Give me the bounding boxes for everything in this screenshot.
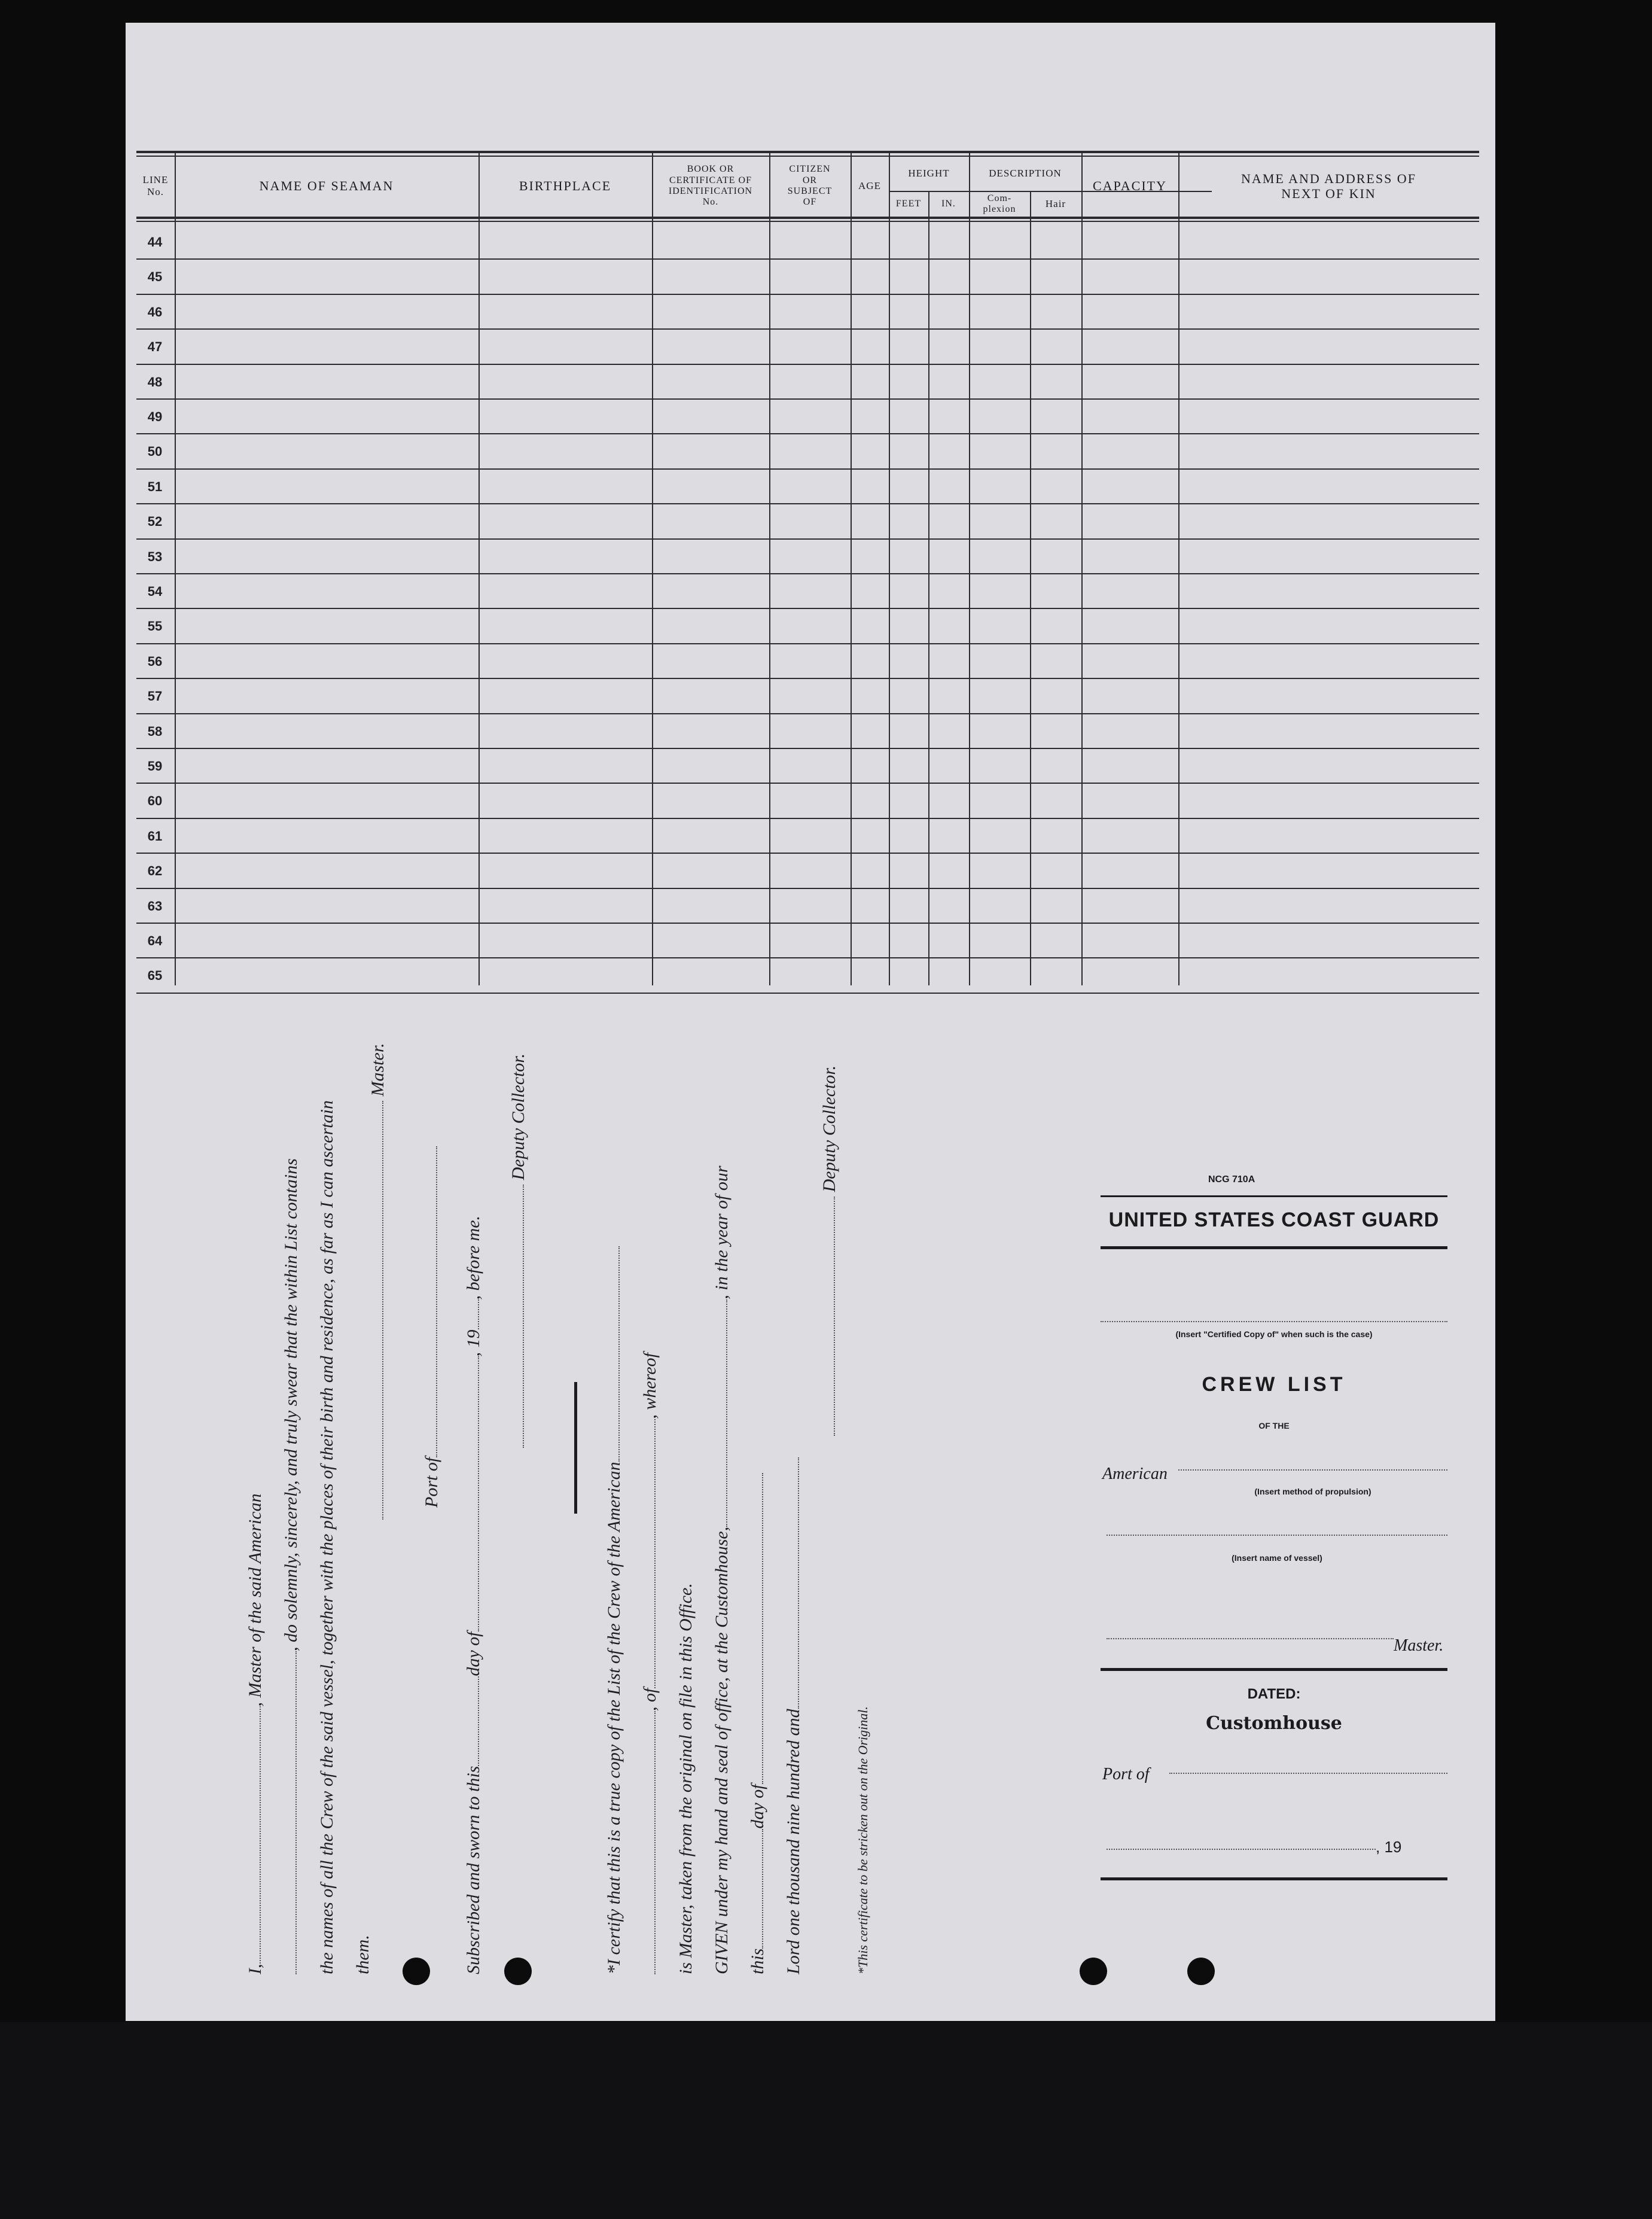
table-row-rule <box>136 713 1479 714</box>
header-book-certificate: BOOK OR CERTIFICATE OF IDENTIFICATION No. <box>668 164 753 208</box>
header-hair: Hair <box>1045 198 1066 210</box>
line-number: 62 <box>147 863 163 879</box>
scan-background <box>0 2022 1652 2219</box>
table-row-rule <box>136 888 1479 889</box>
line-number: 44 <box>147 235 163 249</box>
table-row-rule <box>136 748 1479 749</box>
table-row-rule <box>136 783 1479 784</box>
certificate-line-2: , of, whereof <box>640 1353 660 1974</box>
master-name-line <box>1107 1638 1394 1639</box>
line-number: 47 <box>147 339 163 355</box>
header-line-no: LINE No. <box>142 174 169 197</box>
line-number: 63 <box>147 898 163 914</box>
header-description: DESCRIPTION <box>989 168 1062 179</box>
oath-line-2: , do solemnly, sincerely, and truly swear that the within List contains <box>281 1158 301 1974</box>
line-number: 48 <box>147 374 163 389</box>
vessel-name-line <box>1107 1535 1447 1536</box>
header-height: HEIGHT <box>908 168 950 179</box>
header-age: AGE <box>858 180 881 192</box>
table-row-rule <box>136 853 1479 854</box>
table-row-rule <box>136 818 1479 819</box>
cover-bottom-rule <box>1101 1877 1447 1880</box>
line-number: 53 <box>147 549 163 564</box>
line-number: 52 <box>147 514 163 529</box>
year-label: , 19 <box>1376 1838 1402 1856</box>
header-complexion: Com- plexion <box>983 193 1016 214</box>
insert-propulsion-note: (Insert method of propulsion) <box>1254 1487 1371 1496</box>
header-feet: FEET <box>895 198 922 209</box>
line-number: 58 <box>147 723 163 739</box>
header-capacity: CAPACITY <box>1093 178 1167 194</box>
header-next-of-kin: NAME AND ADDRESS OF NEXT OF KIN <box>1241 171 1416 201</box>
certificate-line-5: thisday of <box>748 1473 768 1974</box>
table-row-rule <box>136 957 1479 958</box>
oath-subscribed: Subscribed and sworn to thisday of, 19, before me. <box>464 1215 483 1974</box>
cover-top-rule <box>1101 1195 1447 1197</box>
table-row-rule <box>136 433 1479 434</box>
line-number: 59 <box>147 759 163 774</box>
customhouse-label: Customhouse <box>1206 1713 1342 1734</box>
oath-line-3: the names of all the Crew of the said vessel, together with the places of their birth and residence, as far as I can ascertain <box>317 1100 337 1974</box>
line-number: 56 <box>147 653 163 669</box>
date-line <box>1107 1849 1376 1850</box>
oath-line-1: I,, Master of the said American <box>245 1493 265 1974</box>
dated-label: DATED: <box>1247 1686 1301 1702</box>
line-number: 55 <box>147 619 163 634</box>
header-name-of-seaman: NAME OF SEAMAN <box>259 178 394 194</box>
agency-name: UNITED STATES COAST GUARD <box>1108 1209 1440 1231</box>
oath-port-of: Port of <box>422 1146 442 1508</box>
line-number: 54 <box>147 584 163 599</box>
crew-table <box>136 151 1479 985</box>
oath-master-line: Master. <box>368 1043 388 1520</box>
certificate-line-1: *I certify that this is a true copy of the List of the Crew of the American <box>604 1246 624 1974</box>
cover-mid-rule <box>1101 1668 1447 1671</box>
line-number: 65 <box>147 968 163 984</box>
table-row-rule <box>136 258 1479 260</box>
propulsion-line <box>1178 1469 1447 1471</box>
line-number: 61 <box>147 828 163 844</box>
table-row-rule <box>136 643 1479 644</box>
port-line <box>1169 1773 1447 1774</box>
certificate-footnote: *This certificate to be stricken out on the Original. <box>855 1706 870 1974</box>
header-citizen: CITIZEN OR SUBJECT OF <box>787 164 833 208</box>
binding-hole <box>1080 1958 1107 1985</box>
american-label: American <box>1102 1465 1168 1483</box>
table-row-rule <box>136 923 1479 924</box>
table-row-rule <box>136 608 1479 609</box>
certificate-line-4: GIVEN under my hand and seal of office, at the Customhouse,, in the year of our <box>712 1165 731 1974</box>
form-number: NCG 710A <box>1208 1174 1255 1185</box>
header-birthplace: BIRTHPLACE <box>519 178 612 194</box>
line-number: 45 <box>147 269 163 285</box>
certificate-deputy-collector: Deputy Collector. <box>819 1066 840 1436</box>
line-number: 51 <box>147 479 163 494</box>
binding-hole <box>1187 1958 1215 1985</box>
table-row-rule <box>136 993 1479 994</box>
certificate-line-6: Lord one thousand nine hundred and <box>784 1457 804 1974</box>
port-of-label: Port of <box>1102 1765 1150 1783</box>
table-row-rule <box>136 678 1479 679</box>
table-row-rule <box>136 538 1479 540</box>
header-inches: IN. <box>941 198 956 209</box>
line-number: 57 <box>147 689 163 704</box>
master-label: Master. <box>1394 1636 1444 1655</box>
cover-agency-rule <box>1101 1246 1447 1249</box>
insert-certified-note: (Insert "Certified Copy of" when such is the case) <box>1175 1329 1373 1339</box>
of-the-label: OF THE <box>1258 1421 1290 1430</box>
table-row-rule <box>136 364 1479 365</box>
document-title: CREW LIST <box>1202 1373 1346 1396</box>
line-number: 49 <box>147 409 163 424</box>
oath-deputy-collector: Deputy Collector. <box>508 1054 529 1448</box>
line-number: 50 <box>147 444 163 459</box>
section-divider <box>574 1382 577 1514</box>
table-row-rule <box>136 398 1479 400</box>
table-row-rule <box>136 328 1479 330</box>
oath-line-4: them. <box>353 1935 373 1974</box>
insert-vessel-note: (Insert name of vessel) <box>1232 1553 1322 1563</box>
line-number: 60 <box>147 793 163 809</box>
certified-copy-line <box>1101 1321 1447 1322</box>
table-row-rule <box>136 573 1479 574</box>
binding-hole <box>403 1958 430 1985</box>
binding-hole <box>504 1958 532 1985</box>
table-row-rule <box>136 468 1479 470</box>
line-number: 64 <box>147 933 163 948</box>
oath-section <box>221 1005 963 1974</box>
table-row-rule <box>136 294 1479 295</box>
table-row-rule <box>136 503 1479 504</box>
certificate-line-3: is Master, taken from the original on file in this Office. <box>676 1583 696 1974</box>
line-number: 46 <box>147 304 163 319</box>
